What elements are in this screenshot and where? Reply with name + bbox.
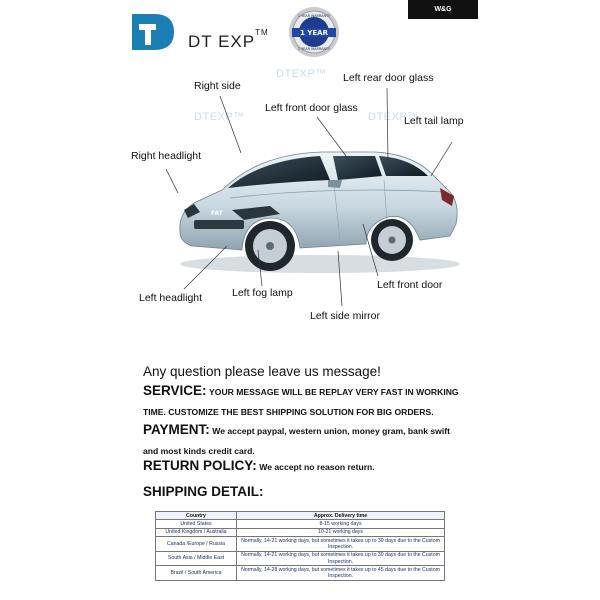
shipping-table <box>155 511 445 581</box>
table-header-country: Country <box>156 512 237 520</box>
label-left-rear-door-glass: Left rear door glass <box>343 72 434 84</box>
label-right-headlight: Right headlight <box>131 150 202 162</box>
watermark-text: DTEXP™ <box>368 111 419 123</box>
car-badge: FAT <box>211 210 223 217</box>
table-cell-delivery: Normally, 14-28 working days, but sometimes it takes up to 45 days due to the Custom Inspection. <box>237 566 445 581</box>
table-cell-delivery: 10-21 working days <box>237 528 445 536</box>
payment-section <box>143 424 450 437</box>
table-row <box>156 566 445 581</box>
service-text-line1: YOUR MESSAGE WILL BE REPLAY VERY FAST IN WORKING <box>209 387 459 397</box>
return-section <box>143 460 375 473</box>
label-left-tail-lamp: Left tail lamp <box>404 115 464 127</box>
table-cell-country: South Asia / Middle East <box>156 551 237 566</box>
table-cell-country: United States <box>156 520 237 528</box>
shipping-heading: SHIPPING DETAIL: <box>143 484 264 499</box>
payment-text-line2: and most kinds credit card. <box>143 446 255 456</box>
seal-bottom-text: 1 YEAR WARRANTY <box>297 47 331 51</box>
table-cell-country: United Kingdom / Australia <box>156 528 237 536</box>
trademark: TM <box>255 28 269 37</box>
corner-badge-text: W&G <box>434 6 452 13</box>
table-cell-delivery: Normally, 14-21 working days, but sometimes it takes up to 30 days due to the Custom Inspection. <box>237 537 445 552</box>
table-cell-delivery: Normally, 14-21 working days, but sometimes it takes up to 30 days due to the Custom Inspection. <box>237 551 445 566</box>
brand-name-text: DT EXP <box>188 32 256 51</box>
seal-top-text: 1 YEAR WARRANTY <box>297 14 331 18</box>
table-header-row <box>156 512 445 520</box>
label-left-front-door: Left front door <box>377 279 443 291</box>
table-row <box>156 520 445 528</box>
watermark-text: DTEXP™ <box>276 68 327 80</box>
label-left-side-mirror: Left side mirror <box>310 310 381 322</box>
service-section <box>143 385 459 398</box>
return-text: We accept no reason return. <box>259 462 375 472</box>
service-heading: SERVICE: <box>143 383 207 398</box>
table-header-delivery: Approx. Delivery time <box>237 512 445 520</box>
seal-main-text: 1 YEAR <box>300 29 328 37</box>
return-heading: RETURN POLICY: <box>143 458 257 473</box>
label-left-fog-lamp: Left fog lamp <box>232 287 293 299</box>
payment-text-line1: We accept paypal, western union, money gram, bank swift <box>212 426 450 436</box>
label-left-front-door-glass: Left front door glass <box>265 102 358 114</box>
payment-heading: PAYMENT: <box>143 422 210 437</box>
service-text-line2: TIME. CUSTOMIZE THE BEST SHIPPING SOLUTION FOR BIG ORDERS. <box>143 407 434 417</box>
table-cell-country: Canada /Europe / Russia <box>156 537 237 552</box>
table-cell-delivery: 8-15 working days <box>237 520 445 528</box>
table-row <box>156 551 445 566</box>
intro-message: Any question please leave us message! <box>143 364 381 379</box>
table-row <box>156 528 445 536</box>
label-right-side: Right side <box>194 80 241 92</box>
table-cell-country: Brazil / South America <box>156 566 237 581</box>
table-row <box>156 537 445 552</box>
label-left-headlight: Left headlight <box>139 292 203 304</box>
watermark-text: DTEXP™ <box>194 111 245 123</box>
